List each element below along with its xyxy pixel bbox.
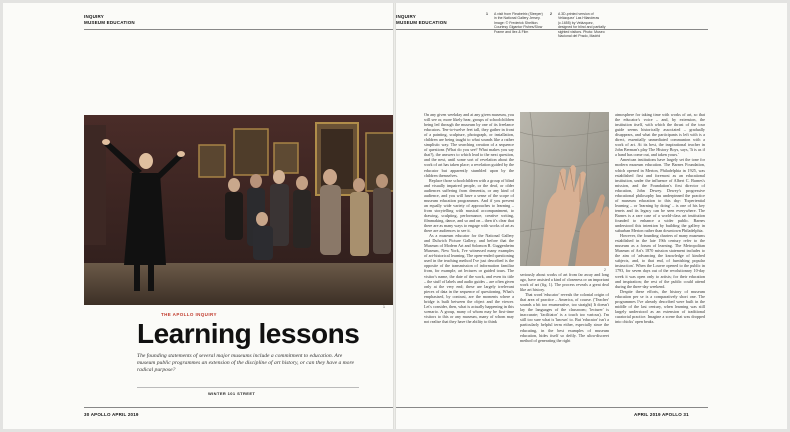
paragraph: As a museum educator for the National Gallery and Dulwich Picture Gallery, and before that the Museum of Modern Art and Solomon R. Guggenheim Museum, New York, I've witnessed many examples of art-historical learning. The open-ended questioning used in the teaching method I've just described is the opposite of the transmission of information familiar from, for example, art lectures or guided tours. The visitor's name, the date of the work, and even its title – the stuff of labels and audio guides – are often given only at the very end; these are largely irrelevant pieces of data in the sequence of questioning. What's emphasised, by contrast, are the moments where a bridge is built between the object and the viewer. Let's consider, then, what is actually happening in this scenario. A group, many of whom may be first-time visitors to this or any museum, many of whom may not realise that they have the ability to think bbox=[424, 233, 514, 324]
caption-number: 1 bbox=[486, 12, 488, 16]
caption-1 bbox=[486, 12, 544, 34]
running-head-right bbox=[396, 14, 447, 26]
paragraph: That word 'educator' reveals the colonial origin of that area of practice – America, of course. ('Teacher' sounds a bit too enumerative, too straight) It doesn't lay the languages of the classroom; 'lecturer' is inaccurate; 'facilitator' is a touch too various). I'm still too sure what is 'known' to. But 'educator' isn't a particularly helpful term either, especially since the educating, in the best examples of museum education, hides itself so deftly. The ultra-discreet method of generating the right bbox=[520, 292, 609, 343]
paragraph: However, the founding charters of many museums established in the late 19th century refer to the museum as a forum of learning. The Metropolitan Museum of Art's 1870 mission statement includes to the aim of 'advancing the knowledge of kindred subjects, and, to that end, of furnishing popular instruction'. When the Louvre opened to the public in 1793, for seven days out of the revolutionary 10-day week it was open only to artists; for their education and inspiration; the rest of the public could attend during the three-day weekend. bbox=[615, 233, 705, 289]
paragraph: Replace those schoolchildren with a group of blind and visually impaired people, or the deaf, or older audiences suffering from dementia, or any kind of audience, and you will have a sense of the scope of museum education programmes. And if you present an equally wide variety of approaches to learning – from storytelling with musical accompaniment, to drawing, sculpting, performance, creative writing, filmmaking, dance, and so and on – then it's clear that there are as many ways to engage with works of art as there are audiences to see it. bbox=[424, 177, 514, 234]
hero-photo bbox=[84, 115, 394, 305]
caption-number: 2 bbox=[550, 12, 552, 16]
hands-photo bbox=[520, 112, 609, 266]
hands-figure-number: 2 bbox=[604, 268, 606, 272]
paragraph: American institutions have largely set the tone for modern museum education. The Barnes Foundation, which opened in Merion, Philadelphia in 1925, was established first and foremost as an educational institution, under the influence of Albert C. Barnes's mission, and the Foundation's first director of education, John Dewey. Dewey's progressive educational philosophy has underpinned the practice of museum education to this day: 'Experiential learning – or 'learning by doing' – is one of his key tenets and its legacy can be seen everywhere. The Barnes is a rare case of a world-class art institution founded to enhance a wider public. Barnes understood this intention by building the gallery in suburban Merion rather than downtown Philadelphia. bbox=[615, 157, 705, 234]
folio-issue: APRIL 2019 bbox=[634, 412, 661, 417]
body-column-1 bbox=[424, 112, 514, 417]
folio-page-number: 30 bbox=[84, 412, 90, 417]
byline-rule bbox=[137, 387, 359, 388]
running-head-section: INQUIRY bbox=[84, 14, 104, 19]
body-column-3 bbox=[615, 112, 705, 417]
running-head-section: INQUIRY bbox=[396, 14, 416, 19]
headline: Learning lessons bbox=[137, 318, 360, 349]
caption-2 bbox=[550, 12, 608, 38]
running-head-left bbox=[84, 14, 135, 26]
paragraph: On any given weekday and at any given museum, you will see or, more likely hear, groups of schoolchildren being led through the museum by one of its freelance educators. Ten-to-twelve feet tall, they gather in front of a painting, sculpture, photograph, or installation, children are being taught to what sounds like a rather simplistic way. The searching creation of a sequence of questions (What do you see? What makes you say that?), the answers to which lead to the next question, and the next, until some sort of revelation about the work of art has taken place; a revelation guided by the educator but apparently stumbled upon by the children themselves. bbox=[424, 112, 514, 178]
paragraph: atmosphere for taking time with works of art, so that the educator's voice – and, by extension, the institution itself, with which the thrust of the tour guide seems historically associated – gradually disappears, and what the participants is left with is a direct, essentially unmediated communion with a work of art. At its best, the inspirational teacher in John Berman's play The History Boys, says, 'It is as if a hand has come out, and taken yours.' bbox=[615, 112, 705, 158]
left-page bbox=[3, 3, 394, 429]
kicker: THE APOLLO INQUIRY bbox=[161, 312, 217, 317]
header-rule bbox=[84, 29, 394, 30]
caption-text: A visit from Fleabetrix (Sleeper) in the National Gallery Jersey. Image: © Frederick Shellton. Courtesy Gigantor Fishes/Slow Frame and Ilex & Film bbox=[494, 12, 543, 34]
folio-left bbox=[84, 412, 139, 417]
caption-text: A 3D-printed version of Velázquez' Las Hilanderas (c.1655) by Velázquez, designed for blind and partially sighted visitors. Photo: Museo Nacional del Prado, Madrid bbox=[558, 12, 606, 39]
folio-magazine: APOLLO bbox=[90, 412, 111, 417]
folio-issue: APRIL 2019 bbox=[111, 412, 139, 417]
folio-page-number: 31 bbox=[683, 412, 689, 417]
running-head-topic: MUSEUM EDUCATION bbox=[84, 20, 135, 25]
paragraph: Despite these efforts, the history of museum education per se is a comparatively short one. The programmes I've already described were built in the middle of the last century, when learning was still largely understood as an extension of traditional curatorial practice. Imagine a scene that was dropped into chicks' open beaks. bbox=[615, 288, 705, 324]
paragraph: seriously about works of art from far away and long ago, have assisted a kind of closeness or an important work of art (fig. 1). The process reveals a great deal like art history. bbox=[520, 272, 609, 293]
byline: WINTER 101 STREET bbox=[208, 391, 256, 396]
standfirst: The founding statements of several major museums include a commitment to education. Are museum public programmes an extension of the discipline of art history, or can they have a more radical purpose? bbox=[137, 353, 354, 373]
running-head-topic: MUSEUM EDUCATION bbox=[396, 20, 447, 25]
body-column-2 bbox=[520, 272, 609, 417]
hero-figure-number: 1 bbox=[383, 305, 385, 309]
footer-rule bbox=[84, 407, 394, 408]
folio-magazine: APOLLO bbox=[661, 412, 682, 417]
